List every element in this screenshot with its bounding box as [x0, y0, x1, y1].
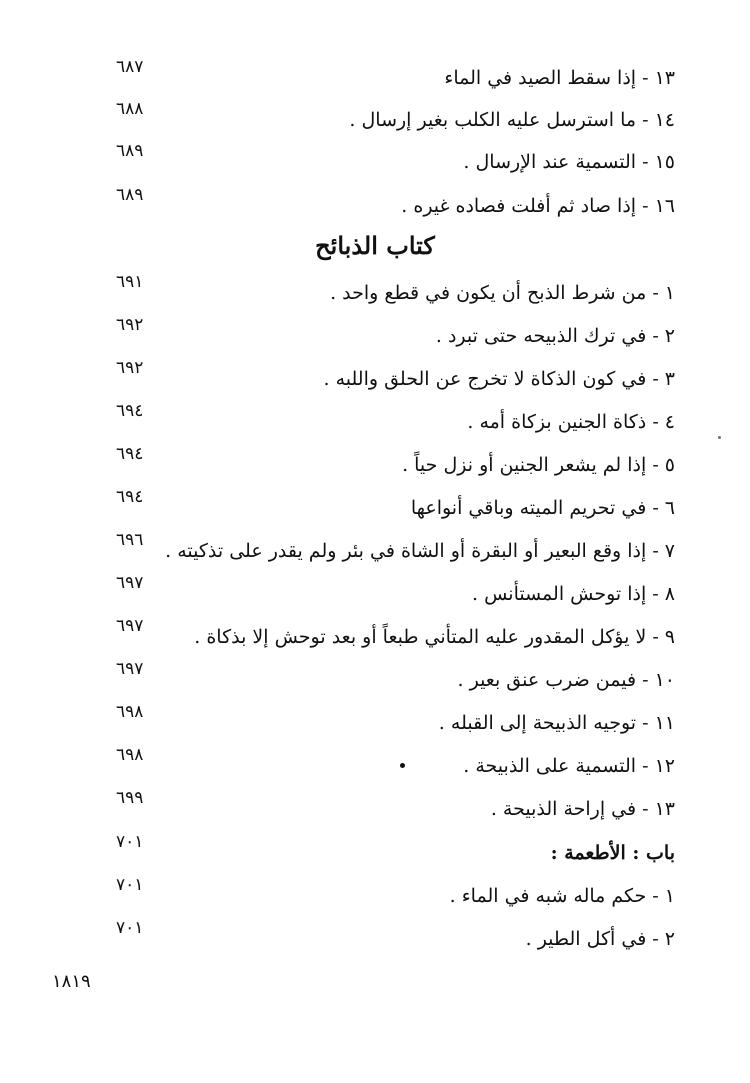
- entry-title: ٢ - في أكل الطير .: [525, 928, 675, 950]
- entry-page-number: ٧٠١: [116, 918, 144, 938]
- ink-speck: [400, 763, 405, 768]
- entry-page-number: ٦٩٨: [116, 702, 144, 722]
- entry-page-number: ٦٩٩: [116, 788, 144, 808]
- entry-page-number: ٦٩٤: [116, 401, 144, 421]
- entry-page-number: ٦٨٧: [116, 57, 144, 77]
- entry-title: ١٤ - ما استرسل عليه الكلب بغير إرسال .: [349, 109, 675, 131]
- entry-page-number: ٦٨٨: [116, 99, 144, 119]
- entry-title: ٩ - لا يؤكل المقدور عليه المتأني طبعاً أو بعد توحش إلا بذكاة .: [194, 626, 675, 648]
- entry-title: ١٦ - إذا صاد ثم أفلت فصاده غيره .: [401, 195, 675, 217]
- ink-speck: [718, 436, 721, 439]
- entry-title: ٢ - في ترك الذبيحه حتى تبرد .: [435, 325, 675, 347]
- index-entry: [100, 573, 675, 612]
- index-entry: [100, 185, 675, 224]
- index-entry: [100, 918, 675, 957]
- index-entry: [100, 745, 675, 784]
- entry-page-number: ٦٩١: [116, 272, 144, 292]
- index-entry: [100, 358, 675, 397]
- index-entry: [100, 616, 675, 655]
- entry-title: ٨ - إذا توحش المستأنس .: [471, 583, 675, 605]
- index-entry: [100, 401, 675, 440]
- entry-title: ٣ - في كون الذكاة لا تخرج عن الحلق واللبه .: [323, 368, 675, 390]
- section-subheading-row: [100, 832, 675, 871]
- index-entry: [100, 444, 675, 483]
- index-entry: [100, 272, 675, 311]
- entry-page-number: ٦٨٩: [116, 185, 144, 205]
- entry-page-number: ٧٠١: [116, 875, 144, 895]
- index-entry: [100, 702, 675, 741]
- index-entry: [100, 788, 675, 827]
- entry-title: ١٥ - التسمية عند الإرسال .: [463, 151, 675, 173]
- entry-page-number: ٦٩٢: [116, 358, 144, 378]
- entry-title: ١١ - توجيه الذبيحة إلى القبله .: [438, 712, 675, 734]
- entry-title: ١ - من شرط الذبح أن يكون في قطع واحد .: [330, 282, 675, 304]
- index-entry: [100, 99, 675, 138]
- entry-title: ١٣ - إذا سقط الصيد في الماء: [444, 67, 675, 89]
- entry-title: ١٠ - فيمن ضرب عنق بعير .: [457, 669, 675, 691]
- entry-page-number: ٦٩٧: [116, 616, 144, 636]
- section-subheading: باب : الأطعمة :: [550, 842, 675, 864]
- entry-page-number: ٦٩٧: [116, 573, 144, 593]
- page-folio-number: ١٨١٩: [52, 971, 91, 992]
- index-entry: [100, 315, 675, 354]
- entry-page-number: ٦٩٢: [116, 315, 144, 335]
- index-entry: [100, 487, 675, 526]
- entry-page-number: ٧٠١: [116, 832, 144, 852]
- entry-page-number: ٦٩٦: [116, 530, 144, 550]
- entry-page-number: ٦٩٤: [116, 487, 144, 507]
- entry-title: ٦ - في تحريم الميته وباقي أنواعها: [410, 497, 675, 519]
- entry-page-number: ٦٩٤: [116, 444, 144, 464]
- index-entry: [100, 875, 675, 914]
- entry-title: ٧ - إذا وقع البعير أو البقرة أو الشاة في بئر ولم يقدر على تذكيته .: [165, 540, 675, 562]
- index-entry: [100, 141, 675, 180]
- entry-title: ١٣ - في إراحة الذبيحة .: [490, 798, 675, 820]
- index-entry: [100, 530, 675, 569]
- entry-page-number: ٦٨٩: [116, 141, 144, 161]
- entry-title: ٥ - إذا لم يشعر الجنين أو نزل حياً .: [402, 454, 675, 476]
- entry-title: ١ - حكم ماله شبه في الماء .: [449, 885, 675, 907]
- index-entry: [100, 57, 675, 96]
- entry-page-number: ٦٩٧: [116, 659, 144, 679]
- entry-page-number: ٦٩٨: [116, 745, 144, 765]
- chapter-heading: كتاب الذبائح: [315, 231, 435, 260]
- entry-title: ٤ - ذكاة الجنين بزكاة أمه .: [467, 411, 675, 433]
- index-entry: [100, 659, 675, 698]
- entry-title: ١٢ - التسمية على الذبيحة .: [463, 755, 675, 777]
